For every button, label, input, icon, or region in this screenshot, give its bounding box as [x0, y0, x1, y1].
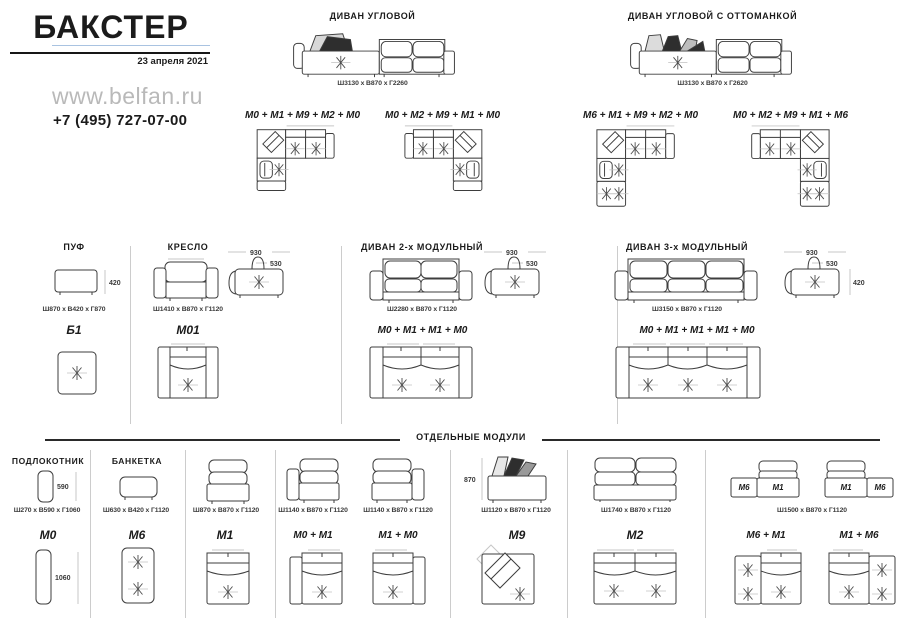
divider	[705, 450, 706, 618]
m1-box-label: М1	[840, 483, 852, 492]
bench-dims: Ш630 x В420 x Г1120	[102, 507, 170, 514]
m9-height-dim: 870	[464, 477, 476, 484]
m2-dims: Ш1740 x В870 x Г1120	[601, 507, 671, 514]
sheet-date: 23 апреля 2021	[137, 56, 208, 67]
corner-ottoman-top-drawing-left	[595, 124, 681, 212]
divider	[90, 450, 91, 618]
bench-code: М6	[128, 528, 146, 542]
divider	[567, 450, 568, 618]
sofa2-seat-height-dim: 530	[526, 261, 538, 268]
sofa3-code: М0 + М1 + М1 + М1 + М0	[639, 325, 755, 336]
m1-front-drawing	[206, 458, 250, 504]
armchair-seat-height-dim: 530	[270, 261, 282, 268]
m0m1-front-drawing	[286, 457, 340, 503]
combo-label: М0 + М1 + М9 + М2 + М0	[244, 110, 361, 121]
m9-front-drawing	[462, 454, 550, 504]
armrest-dims: Ш270 x В590 x Г1060	[13, 507, 81, 514]
sofa2-code: М0 + М1 + М1 + М0	[377, 325, 468, 336]
bench-title: БАНКЕТКА	[111, 456, 163, 466]
m1m0-top-drawing	[371, 548, 427, 606]
m1m6-code: М1 + М6	[839, 530, 879, 541]
pouf-front-drawing	[52, 264, 127, 300]
armrest-height-dim: 590	[57, 484, 69, 491]
combo-label: М0 + М2 + М9 + М1 + М6	[732, 110, 849, 121]
armchair-side-drawing	[226, 244, 292, 302]
divider	[450, 450, 451, 618]
armchair-dims: Ш1410 x В870 x Г1120	[153, 306, 223, 313]
m2-top-drawing	[592, 548, 678, 606]
armrest-code: М0	[39, 528, 57, 542]
corner-sofa-top-drawing-left	[255, 124, 341, 200]
corner-ottoman-dims: Ш3130 x В870 x Г2620	[677, 80, 748, 87]
armchair-title: КРЕСЛО	[167, 242, 209, 252]
sofa3-arm-height-dim: 420	[853, 280, 865, 287]
m0m1-top-drawing	[288, 548, 344, 606]
m1m6-front-drawing	[824, 458, 894, 500]
pouf-dims: Ш870 x В420 x Г870	[42, 306, 106, 313]
armrest-depth-dim: 1060	[55, 575, 71, 582]
m1-box-label: М1	[772, 483, 784, 492]
combo-label: М6 + М1 + М9 + М2 + М0	[582, 110, 699, 121]
m1-dims: Ш870 x В870 x Г1120	[192, 507, 260, 514]
section-line-left	[45, 439, 400, 441]
m9-dims: Ш1120 x В870 x Г1120	[481, 507, 551, 514]
m1-top-drawing	[205, 548, 251, 606]
sofa3-front-drawing	[614, 256, 758, 304]
pouf-top-drawing	[56, 350, 98, 396]
armchair-front-drawing	[152, 256, 220, 304]
m9-code: М9	[508, 528, 526, 542]
m1-code: М1	[216, 528, 234, 542]
armchair-depth-dim: 930	[250, 250, 262, 257]
pouf-title: ПУФ	[63, 242, 85, 252]
divider	[275, 450, 276, 618]
sofa3-title: ДИВАН 3-х МОДУЛЬНЫЙ	[625, 242, 749, 252]
m1m0-code: М1 + М0	[378, 530, 418, 541]
section-line-right	[542, 439, 880, 441]
m6m1-top-drawing	[733, 548, 803, 606]
armrest-title: ПОДЛОКОТНИК	[11, 456, 85, 466]
header-rule	[10, 52, 210, 54]
corner-ottoman-top-drawing-right	[745, 124, 831, 212]
divider	[341, 246, 342, 424]
corner-sofa-front-drawing	[292, 27, 457, 79]
armchair-code: М01	[176, 323, 200, 337]
armchair-top-drawing	[156, 342, 220, 400]
sofa2-dims: Ш2280 x В870 x Г1120	[387, 306, 457, 313]
corner-sofa-top-drawing-right	[398, 124, 484, 200]
m1m6-top-drawing	[827, 548, 897, 606]
sofa2-title: ДИВАН 2-х МОДУЛЬНЫЙ	[360, 242, 484, 252]
sofa2-top-drawing	[368, 342, 474, 400]
m0m1-code: М0 + М1	[293, 530, 333, 541]
corner-ottoman-title: ДИВАН УГЛОВОЙ С ОТТОМАНКОЙ	[627, 11, 798, 21]
corner-sofa-dims: Ш3130 x В870 x Г2260	[337, 80, 408, 87]
m1m0-dims: Ш1140 x В870 x Г1120	[363, 507, 433, 514]
sofa2-side-drawing	[482, 244, 548, 302]
modules-section-title: ОТДЕЛЬНЫЕ МОДУЛИ	[416, 432, 526, 442]
phone-number: +7 (495) 727-07-00	[53, 112, 188, 129]
brand-underline	[52, 45, 210, 46]
m2-front-drawing	[593, 456, 677, 502]
website-text: www.belfan.ru	[52, 83, 203, 109]
sofa3-seat-height-dim: 530	[826, 261, 838, 268]
corner-sofa-title: ДИВАН УГЛОВОЙ	[329, 11, 416, 21]
sofa2-depth-dim: 930	[506, 250, 518, 257]
pouf-height-dim: 420	[109, 280, 121, 287]
divider	[130, 246, 131, 424]
bench-top-drawing	[120, 546, 156, 606]
m2-code: М2	[626, 528, 644, 542]
pouf-code: Б1	[66, 323, 82, 337]
m1m0-front-drawing	[371, 457, 425, 503]
corner-ottoman-front-drawing	[629, 27, 794, 79]
m0m1-dims: Ш1140 x В870 x Г1120	[278, 507, 348, 514]
sofa3-dims: Ш3150 x В870 x Г1120	[652, 306, 722, 313]
combo-label: М0 + М2 + М9 + М1 + М0	[384, 110, 501, 121]
sofa3-top-drawing	[614, 342, 762, 400]
m9-top-drawing	[474, 542, 538, 606]
sofa3-side-drawing	[782, 244, 866, 302]
m6-box-label: М6	[738, 483, 750, 492]
brand-title: БАКСТЕР	[33, 9, 189, 45]
m6m1-code: М6 + М1	[746, 530, 786, 541]
armrest-front-drawing	[32, 468, 82, 506]
m6m1-dims: Ш1500 x В870 x Г1120	[777, 507, 847, 514]
sofa2-front-drawing	[369, 256, 473, 304]
m6m1-front-drawing	[730, 458, 800, 500]
armrest-top-drawing	[30, 548, 84, 608]
bench-front-drawing	[118, 474, 160, 502]
m6-box-label: М6	[874, 483, 886, 492]
sofa3-depth-dim: 930	[806, 250, 818, 257]
